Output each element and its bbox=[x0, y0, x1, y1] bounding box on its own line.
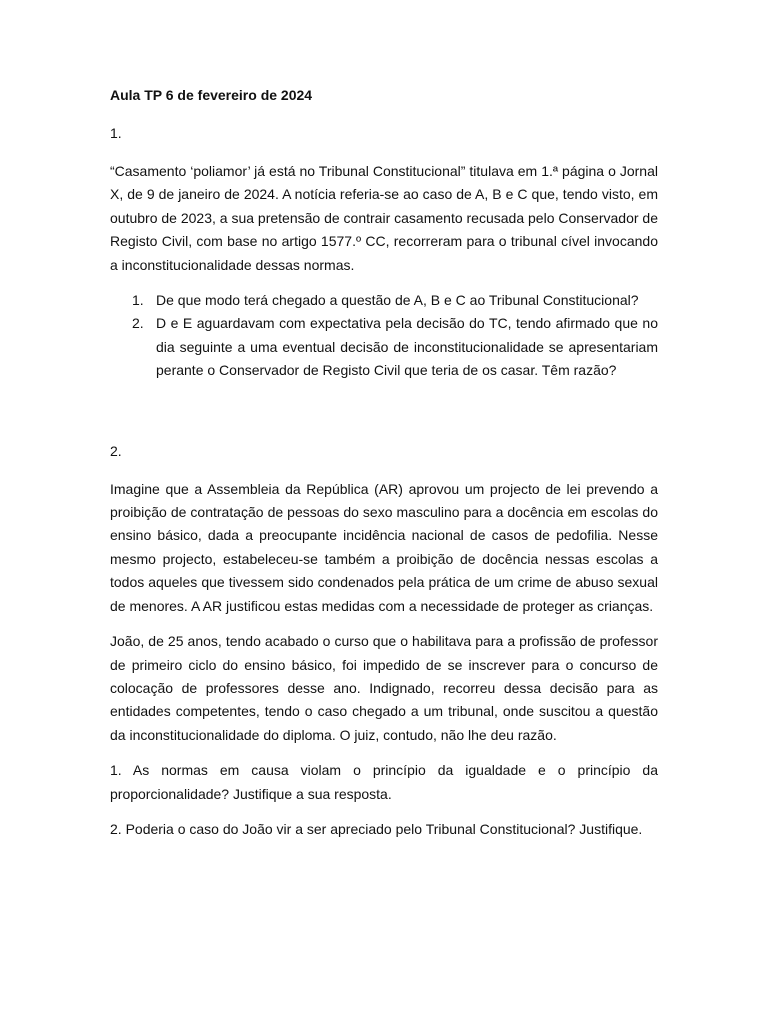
question-text: De que modo terá chegado a questão de A, B e C ao Tribunal Constitucional? bbox=[156, 292, 639, 309]
section-1-question-2 bbox=[110, 312, 658, 382]
section-2-paragraph-1: Imagine que a Assembleia da República (AR) aprovou um projecto de lei prevendo a proibição de contratação de pessoas do sexo masculino para a docência em escolas do ensino básico, dada a preocupante incidência nacional de casos de pedofilia. Nesse mesmo projecto, estabeleceu-se também a proibição de docência nessas escolas a todos aqueles que tivessem sido condenados pela prática de um crime de abuso sexual de menores. A AR justificou estas medidas com a necessidade de proteger as crianças. bbox=[110, 480, 658, 614]
section-2-question-1: 1. As normas em causa violam o princípio da igualdade e o princípio da proporcionalidade? Justifique a sua resposta. bbox=[110, 762, 658, 802]
section-1-paragraph: “Casamento ‘poliamor’ já está no Tribunal Constitucional” titulava em 1.ª página o Jornal X, de 9 de janeiro de 2024. A notícia referia-se ao caso de A, B e C que, tendo visto, em outubro de 2023, a sua pretensão de contrair casamento recusada pelo Conservador de Registo Civil, com base no artigo 1577.º CC, recorreram para o tribunal cível invocando a inconstitucionalidade dessas normas. bbox=[110, 163, 658, 273]
question-marker: 2. bbox=[132, 315, 144, 332]
question-marker: 1. bbox=[132, 292, 144, 309]
section-1-number: 1. bbox=[110, 125, 122, 141]
section-1-questions bbox=[110, 289, 658, 383]
spacer bbox=[110, 395, 658, 440]
question-text: D e E aguardavam com expectativa pela decisão do TC, tendo afirmado que no dia seguinte a uma eventual decisão de inconstitucionalidade se apresentariam perante o Conservador de Registo Civil que teria de os casar. Têm razão? bbox=[156, 315, 658, 379]
document-title: Aula TP 6 de fevereiro de 2024 bbox=[110, 87, 313, 103]
section-2-paragraph-2: João, de 25 anos, tendo acabado o curso que o habilitava para a profissão de professor de primeiro ciclo do ensino básico, foi impedido de se inscrever para o concurso de colocação de professores desse ano. Indignado, recorreu dessa decisão para as entidades competentes, tendo o caso chegado a um tribunal, onde suscitou a questão da inconstitucionalidade do diploma. O juiz, contudo, não lhe deu razão. bbox=[110, 633, 658, 743]
section-1-question-1 bbox=[110, 289, 658, 312]
section-2-number: 2. bbox=[110, 442, 122, 459]
document-page bbox=[110, 84, 658, 853]
section-2-question-2: 2. Poderia o caso do João vir a ser apreciado pelo Tribunal Constitucional? Justifique. bbox=[110, 820, 643, 837]
